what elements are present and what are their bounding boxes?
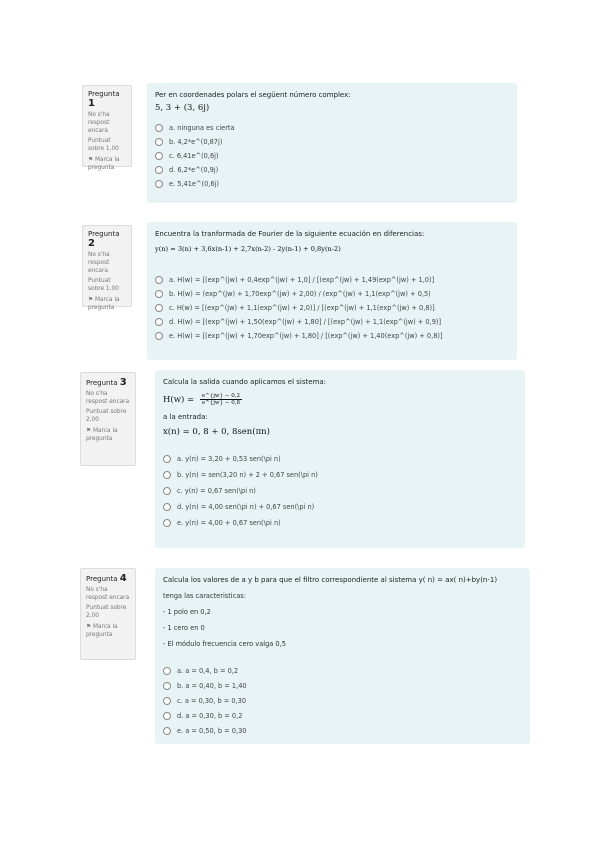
radio-button[interactable] [155, 180, 163, 188]
question-number: Pregunta 2 [88, 230, 120, 249]
question-info-4 [80, 568, 136, 660]
flag-icon: ⚑ [86, 624, 92, 630]
question-status: No s'ha respost encara [86, 587, 130, 601]
answer-option[interactable]: d. 6,2*e^(0,9j) [155, 163, 509, 177]
question-text: Calcula la salida cuando aplicamos el sistema: [163, 378, 327, 386]
input-signal-formula: x(n) = 0, 8 + 0, 8sen(πn) [163, 427, 270, 437]
question-line: - 1 polo en 0,2 [163, 608, 211, 616]
radio-button[interactable] [155, 318, 163, 326]
question-line: - 1 cero en 0 [163, 624, 205, 632]
answer-option[interactable]: e. H(w) = [(exp^(jw) + 1,70exp^(jw) + 1,80] / [(exp^(jw) + 1,40(exp^(jw) + 0,8)] [155, 329, 509, 343]
radio-button[interactable] [155, 332, 163, 340]
question-text: Encuentra la tranformada de Fourier de la siguiente ecuación en diferencias: [155, 230, 425, 238]
question-status: No s'ha respost encara [86, 391, 130, 405]
question-content-1 [147, 83, 517, 203]
question-status: No s'ha respost encara [88, 252, 110, 274]
radio-button[interactable] [155, 138, 163, 146]
answer-option[interactable]: a. a = 0,4, b = 0,2 [163, 663, 522, 678]
question-number: Pregunta 4 [86, 573, 127, 584]
question-line: tenga las caracteristicas: [163, 592, 246, 600]
radio-button[interactable] [163, 727, 171, 735]
question-status: No s'ha respost encara [88, 112, 110, 134]
answer-option[interactable]: d. y(n) = 4,00 sen(\pi n) + 0,67 sen(\pi n) [163, 499, 517, 515]
answer-option[interactable]: a. H(w) = [(exp^(jw) + 0,4exp^(jw) + 1,0] / [(exp^(jw) + 1,49(exp^(jw) + 1,0)] [155, 273, 509, 287]
question-points: Puntuat sobre 1,00 [88, 278, 119, 292]
radio-button[interactable] [155, 304, 163, 312]
radio-button[interactable] [163, 712, 171, 720]
answer-option[interactable]: c. a = 0,30, b = 0,30 [163, 693, 522, 708]
radio-button[interactable] [155, 152, 163, 160]
answer-option[interactable]: c. 6,41e^(0,6j) [155, 149, 509, 163]
question-number: Pregunta 1 [88, 90, 120, 109]
question-number: Pregunta 3 [86, 377, 127, 388]
question-info-3 [80, 372, 136, 466]
question-points: Puntuat sobre 2,00 [86, 605, 127, 619]
question-info-1 [82, 85, 132, 171]
answer-list [163, 451, 517, 531]
answer-option[interactable]: b. H(w) = (exp^(jw) + 1,70exp^(jw) + 2,00) / (exp^(jw) + 1,1(exp^(jw) + 0,5) [155, 287, 509, 301]
answer-option[interactable]: d. a = 0,30, b = 0,2 [163, 708, 522, 723]
radio-button[interactable] [163, 471, 171, 479]
radio-button[interactable] [163, 682, 171, 690]
radio-button[interactable] [155, 166, 163, 174]
answer-option[interactable]: e. a = 0,50, b = 0,30 [163, 723, 522, 738]
question-points: Puntuat sobre 2,00 [86, 409, 127, 423]
flag-question-link[interactable]: ⚑ Marca la pregunta [88, 157, 120, 171]
answer-option[interactable]: d. H(w) = [(exp^(jw) + 1,50(exp^(jw) + 1,80] / [(exp^(jw) + 1,1(exp^(jw) + 0,9)] [155, 315, 509, 329]
answer-option[interactable]: b. a = 0,40, b = 1,40 [163, 678, 522, 693]
question-text: Per en coordenades polars el següent número complex: [155, 91, 351, 99]
question-content-4 [155, 568, 530, 744]
answer-option[interactable]: c. H(w) = [(exp^(jw) + 1,1(exp^(jw) + 2,0)] / [(exp^(jw) + 1,1(exp^(jw) + 0,8)] [155, 301, 509, 315]
radio-button[interactable] [163, 503, 171, 511]
question-text: Calcula los valores de a y b para que el filtro correspondiente al sistema y( n) = ax( n)+by(n-1) [163, 576, 498, 584]
radio-button[interactable] [163, 697, 171, 705]
flag-icon: ⚑ [88, 157, 94, 163]
answer-list [155, 121, 509, 191]
flag-icon: ⚑ [86, 428, 92, 434]
answer-option[interactable]: a. y(n) = 3,20 + 0,53 sen(\pi n) [163, 451, 517, 467]
radio-button[interactable] [163, 667, 171, 675]
flag-icon: ⚑ [88, 297, 94, 303]
transfer-function: H(w) = $\frac{e\^{}\{jw\} - 0,2}{e\^{}\{jw\} - 0,8}$ [163, 393, 240, 406]
question-text-secondary: a la entrada: [163, 413, 208, 421]
radio-button[interactable] [155, 124, 163, 132]
fraction: $\frac{e\^{}\{jw\} - 0,2}{e\^{}\{jw\} - 0,8}$ [201, 393, 240, 406]
radio-button[interactable] [155, 276, 163, 284]
question-points: Puntuat sobre 1,00 [88, 138, 119, 152]
question-line: - El módulo frecuencia cero valga 0,5 [163, 640, 286, 648]
question-content-3 [155, 370, 525, 548]
radio-button[interactable] [163, 455, 171, 463]
question-info-2 [82, 225, 132, 311]
answer-list [163, 663, 522, 738]
answer-option[interactable]: c. y(n) = 0,67 sen(\pi n) [163, 483, 517, 499]
answer-option[interactable]: b. 4,2*e^(0,87j) [155, 135, 509, 149]
answer-option[interactable]: b. y(n) = sen(3,20 n) + 2 + 0,67 sen(\pi n) [163, 467, 517, 483]
answer-option[interactable]: a. ninguna es cierta [155, 121, 509, 135]
radio-button[interactable] [155, 290, 163, 298]
flag-question-link[interactable]: ⚑ Marca la pregunta [88, 297, 120, 311]
radio-button[interactable] [163, 487, 171, 495]
question-formula: y(n) = 3(n) + 3,6x(n-1) + 2,7x(n-2) - 2y(n-1) + 0,8y(n-2) [155, 245, 341, 253]
question-formula: 5, 3 + (3, 6j) [155, 103, 210, 113]
radio-button[interactable] [163, 519, 171, 527]
answer-option[interactable]: e. y(n) = 4,00 + 0,67 sen(\pi n) [163, 515, 517, 531]
flag-question-link[interactable]: ⚑ Marca la pregunta [86, 428, 118, 442]
flag-question-link[interactable]: ⚑ Marca la pregunta [86, 624, 118, 638]
question-content-2 [147, 222, 517, 360]
answer-option[interactable]: e. 5,41e^(0,6j) [155, 177, 509, 191]
answer-list [155, 273, 509, 343]
